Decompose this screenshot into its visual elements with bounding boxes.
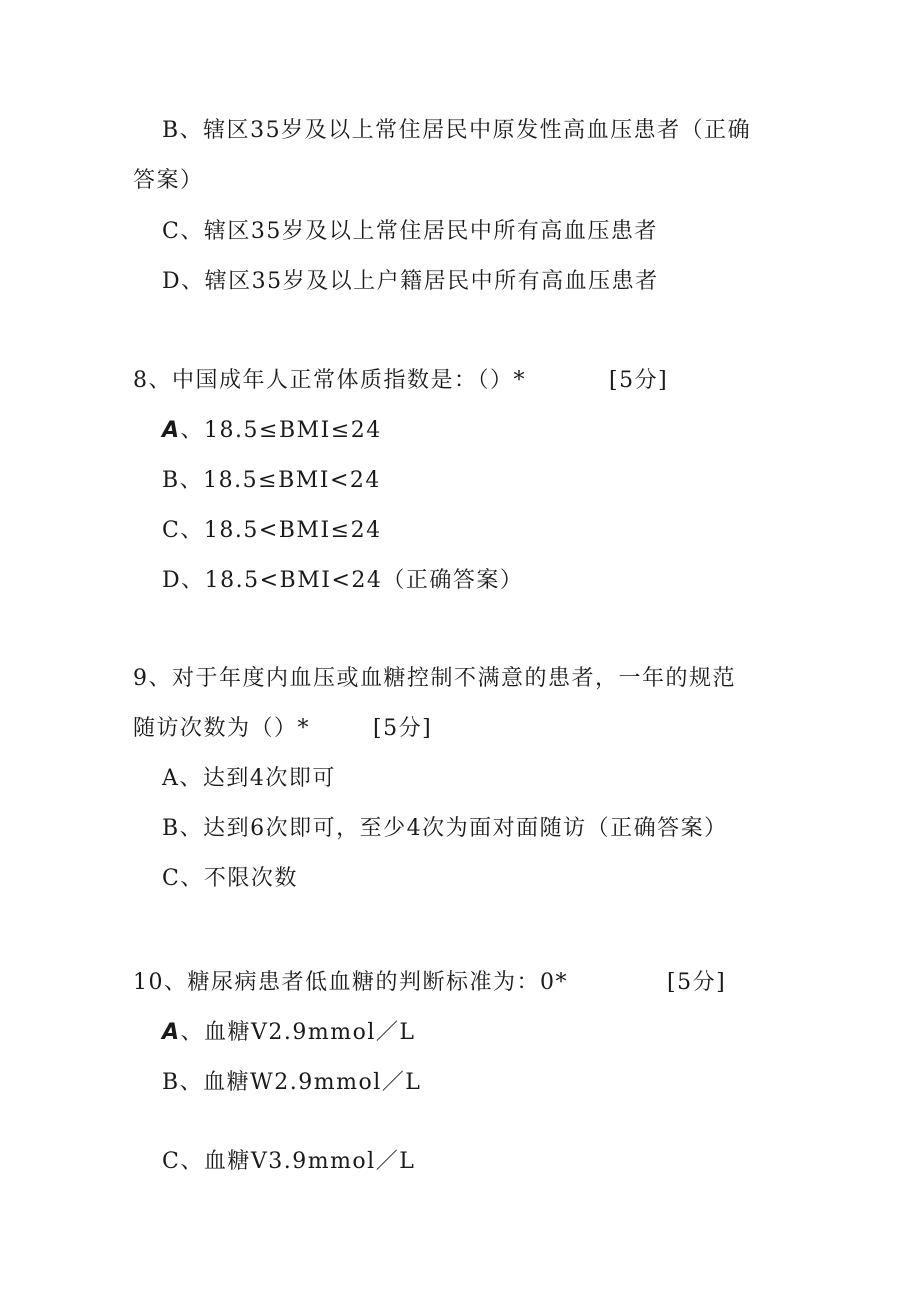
q8-option-d: D、18.5<BMI<24（正确答案） [162,568,524,593]
q9-stem-line2: 随访次数为（）* [133,716,311,741]
q10-stem: 10、糖尿病患者低血糖的判断标准为：0* [133,970,568,995]
q9-score: [5分] [373,716,433,741]
q7-option-c: C、辖区35岁及以上常住居民中所有高血压患者 [162,219,658,244]
q9-option-c: C、不限次数 [162,866,298,891]
q7-option-d: D、辖区35岁及以上户籍居民中所有高血压患者 [162,269,659,294]
q8-option-a-letter: A [162,418,181,443]
q10-option-a-letter: A [162,1020,181,1045]
q9-option-a: A、达到4次即可 [162,766,336,791]
q8-score: [5分] [609,368,669,393]
q8-option-c: C、18.5<BMI≤24 [162,518,382,543]
q10-score: [5分] [667,970,727,995]
q10-option-a-text: 、血糖V2.9mmol／L [180,1020,416,1045]
q10-option-a [162,1018,416,1048]
q9-option-b: B、达到6次即可，至少4次为面对面随访（正确答案） [162,816,728,841]
q8-option-a-text: 、18.5≤BMI≤24 [180,418,382,443]
q10-option-c: C、血糖V3.9mmol／L [162,1149,416,1174]
q8-option-a [162,416,382,446]
q9-stem-line1: 9、对于年度内血压或血糖控制不满意的患者，一年的规范 [133,666,736,691]
q7-option-b-line1: B、辖区35岁及以上常住居民中原发性高血压患者（正确 [162,118,752,143]
q7-option-b-line2: 答案） [133,168,204,193]
q8-stem: 8、中国成年人正常体质指数是：（）* [133,368,526,393]
q8-option-b: B、18.5≤BMI<24 [162,468,381,493]
q10-option-b: B、血糖W2.9mmol／L [162,1070,422,1095]
